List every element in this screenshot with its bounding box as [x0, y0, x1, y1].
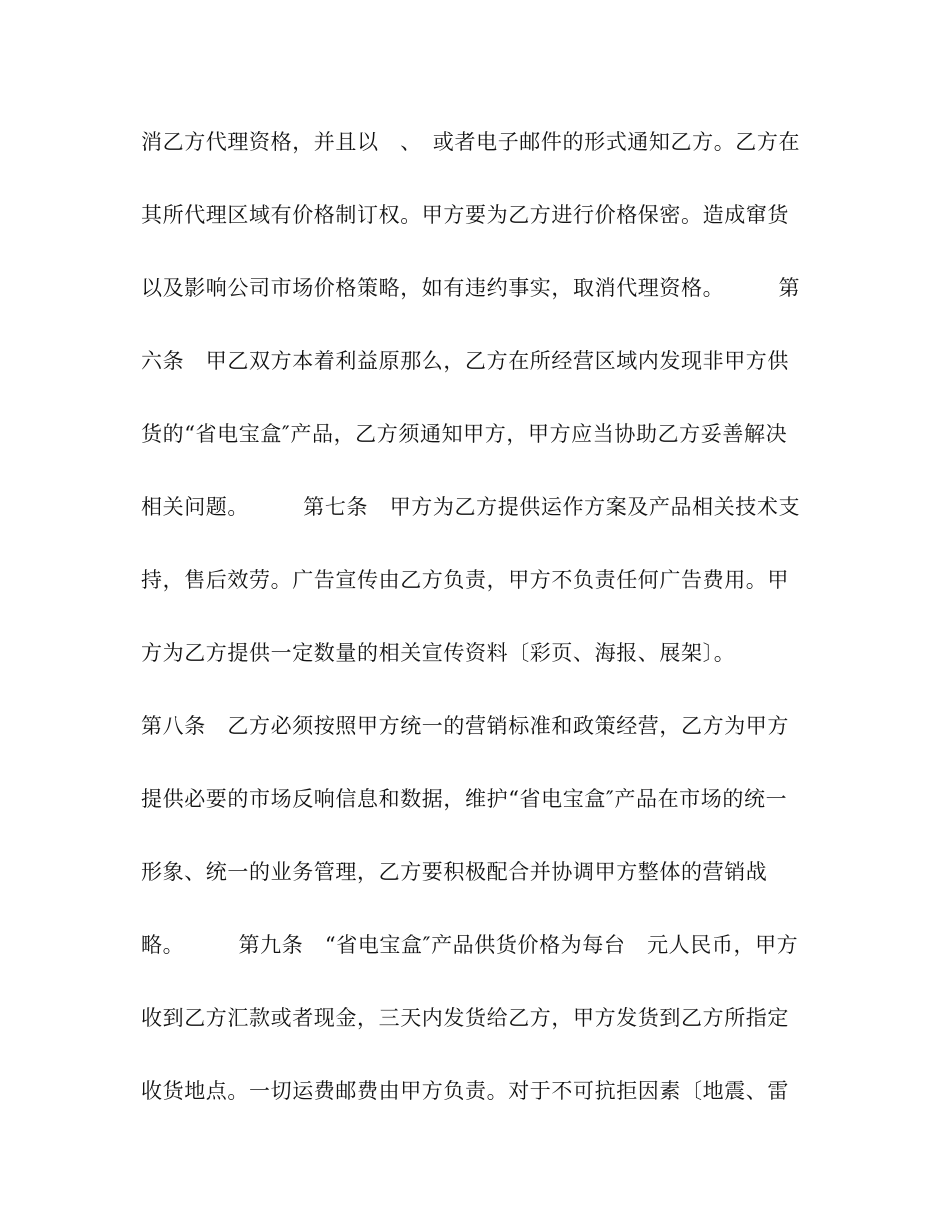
- text-line-5: 货的“省电宝盒″产品，乙方须通知甲方，甲方应当协助乙方妥善解决: [141, 422, 788, 446]
- text-line-8: 方为乙方提供一定数量的相关宣传资料〔彩页、海报、展架〕。: [141, 641, 736, 665]
- text-line-12: 略。 第九条 “省电宝盒″产品供货价格为每台 元人民币，甲方: [141, 933, 799, 957]
- text-line-14: 收货地点。一切运费邮费由甲方负责。对于不可抗拒因素〔地震、雷: [141, 1079, 789, 1103]
- text-line-2: 其所代理区域有价格制订权。甲方要为乙方进行价格保密。造成窜货: [141, 203, 789, 227]
- text-line-11: 形象、统一的业务管理，乙方要积极配合并协调甲方整体的营销战: [141, 860, 768, 884]
- text-line-1: 消乙方代理资格，并且以 、 或者电子邮件的形式通知乙方。乙方在: [141, 130, 801, 154]
- text-line-13: 收到乙方汇款或者现金，三天内发货给乙方，甲方发货到乙方所指定: [141, 1006, 789, 1030]
- text-line-7: 持，售后效劳。广告宣传由乙方负责，甲方不负责任何广告费用。甲: [141, 568, 789, 592]
- text-line-3: 以及影响公司市场价格策略，如有违约事实，取消代理资格。 第: [141, 276, 801, 300]
- text-line-9: 第八条 乙方必须按照甲方统一的营销标准和政策经营，乙方为甲方: [141, 714, 789, 738]
- text-line-6: 相关问题。 第七条 甲方为乙方提供运作方案及产品相关技术支: [141, 495, 801, 519]
- text-line-4: 六条 甲乙双方本着利益原那么，乙方在所经营区域内发现非甲方供: [141, 349, 789, 373]
- text-line-10: 提供必要的市场反响信息和数据，维护“省电宝盒″产品在市场的统一: [141, 787, 788, 811]
